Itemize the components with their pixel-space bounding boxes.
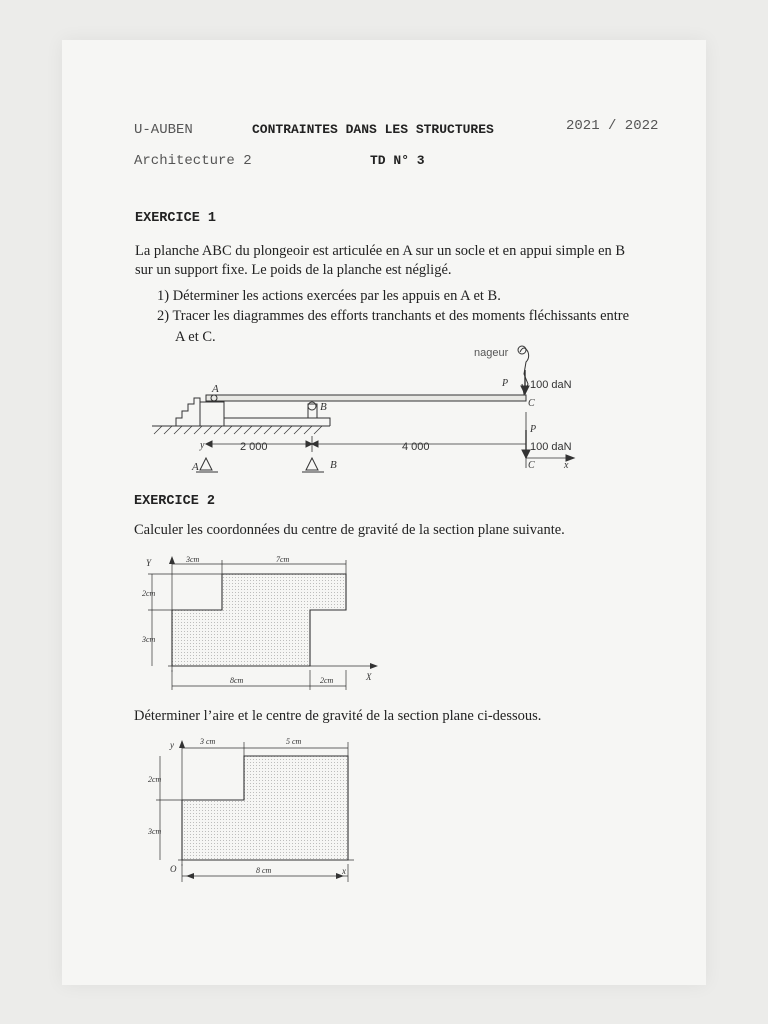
- point-a-label: A: [212, 383, 219, 395]
- school-name: U-AUBEN: [134, 122, 193, 138]
- fig1-dim-left-top: 2cm: [142, 589, 156, 598]
- point-c-label-top: C: [528, 398, 535, 409]
- force-label-top: P: [502, 378, 509, 389]
- fig2-dim-bottom: 8 cm: [256, 866, 272, 875]
- school-year: 2021 / 2022: [566, 118, 659, 134]
- exercise1-question2-line1: 2) Tracer les diagrammes des efforts tranchants et des moments fléchissants entre: [157, 308, 630, 324]
- fig2-axis-x: x: [342, 866, 346, 876]
- dim-bc-label: 4 000: [402, 441, 430, 453]
- swimmer-label: nageur: [474, 347, 509, 359]
- exercise1-question2-line2: A et C.: [175, 329, 216, 345]
- fig1-dim-left-bottom: 3cm: [142, 635, 156, 644]
- exercise1-question1: 1) Déterminer les actions exercées par les appuis en A et B.: [157, 288, 501, 304]
- section-figure-2: [144, 734, 364, 896]
- fig1-axis-y: Y: [146, 558, 152, 568]
- exercise1-paragraph-line1: La planche ABC du plongeoir est articulée en A sur un socle et en appui simple en B: [135, 243, 626, 259]
- axis-y-label: y: [200, 440, 205, 451]
- exercise2-instruction2: Déterminer l’aire et le centre de gravité de la section plane ci-dessous.: [134, 708, 542, 724]
- fig2-axis-y: y: [170, 740, 174, 750]
- dim-ab-label: 2 000: [240, 441, 268, 453]
- support-a-label: A: [192, 461, 199, 473]
- course-title: CONTRAINTES DANS LES STRUCTURES: [252, 122, 494, 137]
- fig2-dim-left-bottom: 3cm: [148, 827, 162, 836]
- fig2-origin: O: [170, 864, 177, 874]
- point-b-label: B: [320, 401, 327, 413]
- fig2-dim-left-top: 2cm: [148, 775, 162, 784]
- fig1-dim-top-left: 3cm: [186, 555, 200, 564]
- support-b-label: B: [330, 459, 337, 471]
- fig2-dim-top-left: 3 cm: [200, 737, 216, 746]
- fig1-axis-x: X: [366, 672, 372, 682]
- force-label-bottom: P: [530, 424, 537, 435]
- axis-x-label: x: [564, 460, 569, 471]
- fig1-dim-bottom-right: 2cm: [320, 676, 334, 685]
- diving-board-figure: [140, 340, 620, 480]
- exercise2-title: EXERCICE 2: [134, 494, 216, 509]
- class-name: Architecture 2: [134, 153, 252, 169]
- fig1-dim-bottom-left: 8cm: [230, 676, 244, 685]
- force-value-bottom: 100 daN: [530, 441, 572, 453]
- point-c-label-bottom: C: [528, 460, 535, 471]
- exercise1-paragraph-line2: sur un support fixe. Le poids de la planche est négligé.: [135, 262, 452, 278]
- force-value-top: 100 daN: [530, 379, 572, 391]
- fig2-dim-top-right: 5 cm: [286, 737, 302, 746]
- exercise1-title: EXERCICE 1: [135, 211, 217, 226]
- exercise2-instruction1: Calculer les coordonnées du centre de gravité de la section plane suivante.: [134, 522, 565, 538]
- fig1-dim-top-right: 7cm: [276, 555, 290, 564]
- section-figure-1: [138, 552, 388, 694]
- td-number: TD N° 3: [370, 153, 425, 168]
